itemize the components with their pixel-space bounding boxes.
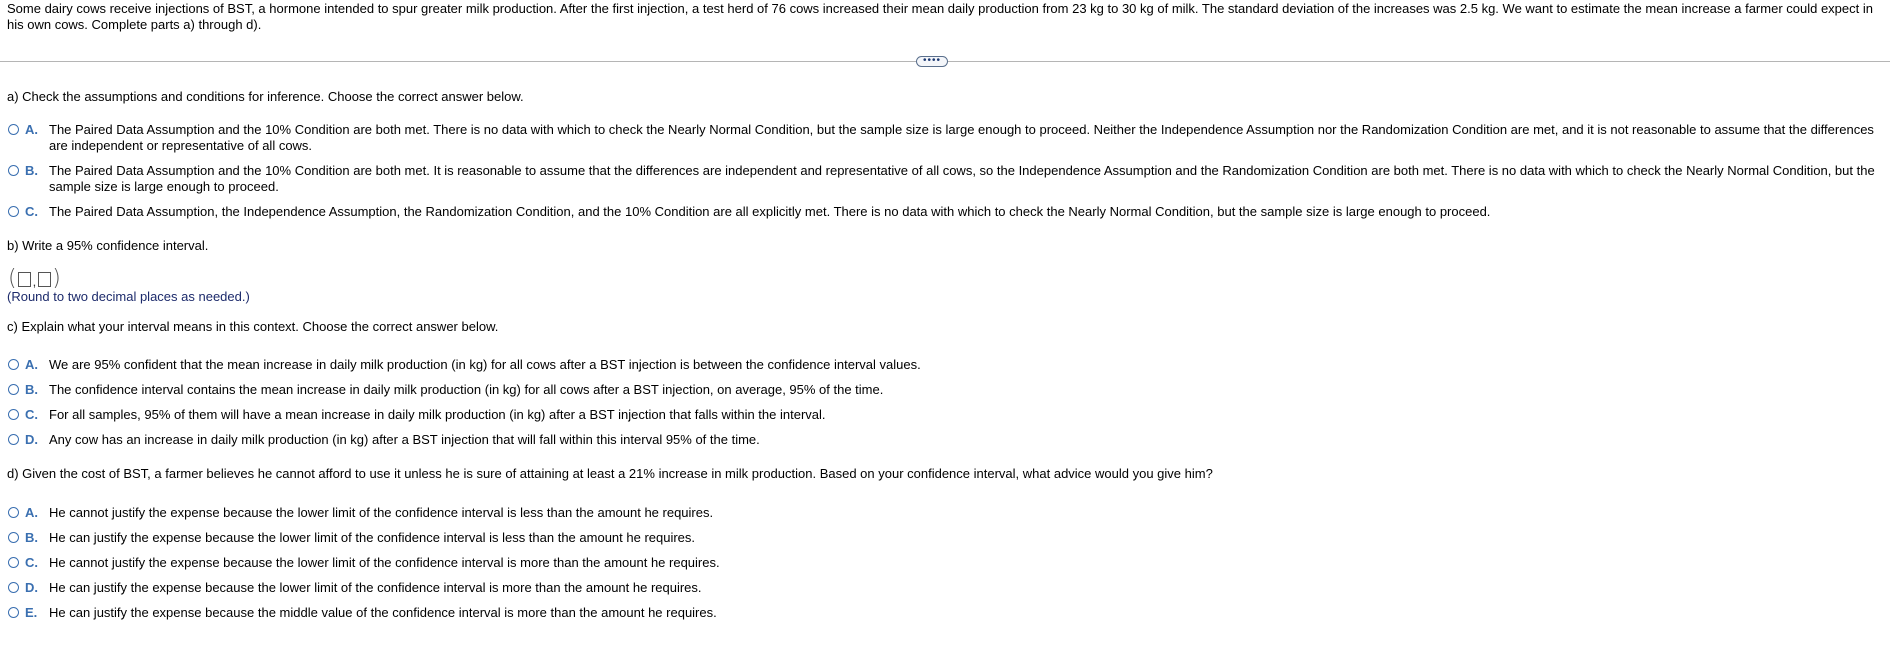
part-d-option-a[interactable] [8,505,1878,521]
radio-button-icon[interactable] [8,507,19,518]
radio-button-icon[interactable] [8,434,19,445]
option-text: He can justify the expense because the lower limit of the confidence interval is more than the amount he requires. [49,580,702,595]
part-d-option-b[interactable] [8,530,1878,546]
radio-button-icon[interactable] [8,359,19,370]
radio-button-icon[interactable] [8,557,19,568]
part-c-option-c[interactable] [8,407,1878,423]
option-text: The Paired Data Assumption and the 10% Condition are both met. It is reasonable to assume that the differences are independent and representative of all cows, so the Independence Assumption and the Randomization Condition are both met. There is no data with which to check the Nearly Normal Condition, but the sample size is large enough to proceed. [49,163,1875,194]
part-c-prompt: c) Explain what your interval means in this context. Choose the correct answer below. [7,319,499,334]
radio-button-icon[interactable] [8,532,19,543]
option-letter: D. [25,580,38,595]
part-d-option-d[interactable] [8,580,1878,596]
option-text: We are 95% confident that the mean increase in daily milk production (in kg) for all cows after a BST injection is between the confidence interval values. [49,357,921,372]
option-text: The confidence interval contains the mean increase in daily milk production (in kg) for all cows after a BST injection, on average, 95% of the time. [49,382,884,397]
option-letter: B. [25,382,38,397]
option-text: The Paired Data Assumption and the 10% Condition are both met. There is no data with which to check the Nearly Normal Condition, but the sample size is large enough to proceed. Neither the Independence Assumption nor the Randomization Condition are met, and it is not reasonable to assume that the differences are independent or representative of all cows. [49,122,1874,153]
option-text: He cannot justify the expense because the lower limit of the confidence interval is less than the amount he requires. [49,505,714,520]
part-d-prompt: d) Given the cost of BST, a farmer believes he cannot afford to use it unless he is sure of attaining at least a 21% increase in milk production. Based on your confidence interval, what advice would you give him? [7,466,1213,481]
part-c-option-b[interactable] [8,382,1878,398]
part-a-prompt: a) Check the assumptions and conditions for inference. Choose the correct answer below. [7,89,524,104]
option-text: The Paired Data Assumption, the Independence Assumption, the Randomization Condition, and the 10% Condition are all explicitly met. There is no data with which to check the Nearly Normal Condition, but the sample size is large enough to proceed. [49,204,1491,219]
radio-button-icon[interactable] [8,607,19,618]
radio-button-icon[interactable] [8,409,19,420]
radio-button-icon[interactable] [8,165,19,176]
option-text: He can justify the expense because the lower limit of the confidence interval is less than the amount he requires. [49,530,696,545]
option-text: For all samples, 95% of them will have a mean increase in daily milk production (in kg) after a BST injection that falls within the interval. [49,407,826,422]
option-letter: C. [25,555,38,570]
radio-button-icon[interactable] [8,384,19,395]
option-letter: C. [25,407,38,422]
close-paren: ) [52,266,61,291]
radio-button-icon[interactable] [8,582,19,593]
option-letter: A. [25,357,38,372]
part-d-option-e[interactable] [8,605,1878,621]
part-a-option-c[interactable] [8,204,1878,220]
part-d-option-c[interactable] [8,555,1878,571]
option-letter: D. [25,432,38,447]
expand-button[interactable] [916,56,948,67]
option-text: He can justify the expense because the middle value of the confidence interval is more than the amount he requires. [49,605,717,620]
part-b-prompt: b) Write a 95% confidence interval. [7,238,209,253]
part-a-option-a[interactable] [8,122,1878,154]
rounding-hint: (Round to two decimal places as needed.) [7,289,250,304]
radio-button-icon[interactable] [8,206,19,217]
problem-statement: Some dairy cows receive injections of BST, a hormone intended to spur greater milk production. After the first injection, a test herd of 76 cows increased their mean daily production from 23 kg to 30 kg of milk. The standard deviation of the increases was 2.5 kg. We want to estimate the mean increase a farmer could expect in his own cows. Complete parts a) through d). [7,1,1873,32]
option-letter: B. [25,530,38,545]
part-c-option-a[interactable] [8,357,1878,373]
ellipsis-icon: •••• [922,54,941,66]
option-letter: A. [25,505,38,520]
part-c-option-d[interactable] [8,432,1878,448]
part-a-option-b[interactable] [8,163,1878,195]
option-text: Any cow has an increase in daily milk production (in kg) after a BST injection that will fall within this interval 95% of the time. [49,432,760,447]
confidence-interval-input [8,268,61,290]
option-letter: A. [25,122,38,137]
option-letter: B. [25,163,38,178]
option-letter: C. [25,204,38,219]
option-letter: E. [25,605,38,620]
option-text: He cannot justify the expense because the lower limit of the confidence interval is more than the amount he requires. [49,555,720,570]
lower-bound-input[interactable] [18,272,31,287]
upper-bound-input[interactable] [38,272,51,287]
interval-comma: , [32,274,37,289]
open-paren: ( [8,266,17,291]
radio-button-icon[interactable] [8,124,19,135]
